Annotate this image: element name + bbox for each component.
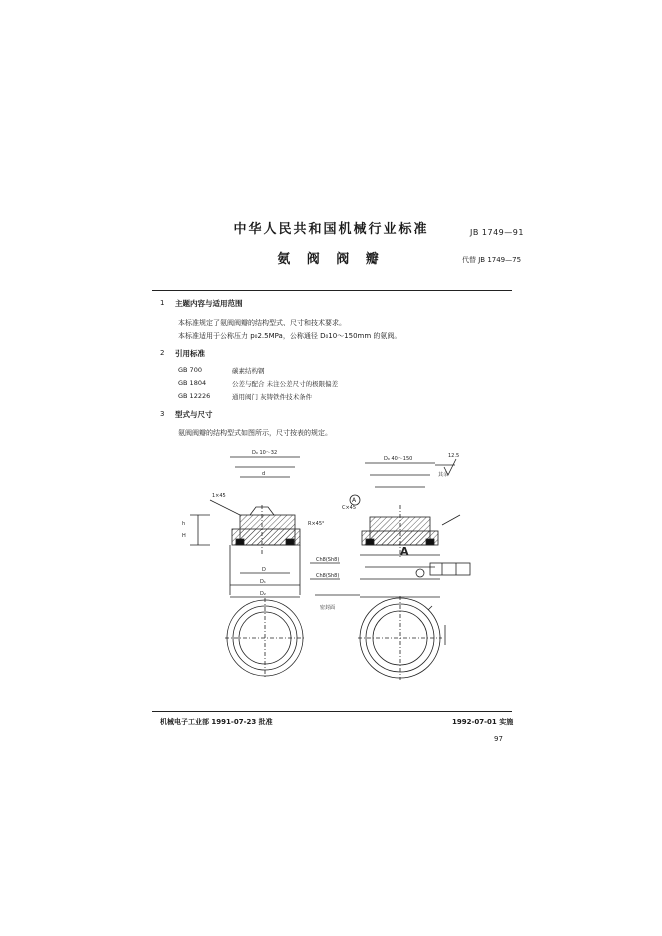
- ref-name-1: 碳素结构钢: [232, 367, 265, 375]
- section-3-number: 3: [160, 410, 165, 418]
- approval-note: 机械电子工业部 1991-07-23 批准: [160, 718, 273, 726]
- other-mark: 其余: [438, 472, 449, 478]
- ref-code-3: GB 12226: [178, 392, 211, 400]
- section-3-para-1: 氨阀阀瓣的结构型式如图所示，尺寸按表的规定。: [178, 429, 332, 437]
- right-section-view: [350, 459, 470, 597]
- standard-header-title: 中华人民共和国机械行业标准: [233, 222, 429, 237]
- label-A-circle: A: [352, 497, 357, 504]
- section-1-number: 1: [160, 299, 165, 307]
- left-bottom-view: [225, 598, 305, 678]
- left-range-label: D₀ 10～32: [252, 450, 278, 456]
- standard-code: JB 1749—91: [470, 228, 524, 237]
- right-range-label: D₀ 40～150: [384, 456, 413, 462]
- header-rule: [152, 290, 512, 291]
- seal-face-mark: 密封面: [320, 605, 336, 611]
- section-2-title: 引用标准: [175, 349, 205, 358]
- ref-name-2: 公差与配合 未注公差尺寸的极限偏差: [232, 380, 339, 388]
- callout-fit-2: Ch8(Sh8): [316, 573, 340, 579]
- section-1-para-2: 本标准适用于公称压力 p₀2.5MPa，公称通径 D₀10～150mm 的氨阀。: [178, 332, 402, 340]
- left-section-view: [190, 457, 300, 597]
- section-1-para-1: 本标准规定了氨阀阀瓣的结构型式、尺寸和技术要求。: [178, 319, 346, 327]
- effective-date: 1992-07-01 实施: [452, 718, 514, 726]
- callout-chamfer: C×45: [342, 505, 357, 511]
- label-A-view: A: [400, 545, 409, 558]
- callout-edge: 1×45: [212, 493, 226, 499]
- dim-D1: D₁: [260, 579, 266, 585]
- right-bottom-view: [358, 596, 445, 680]
- dim-D: D: [262, 567, 266, 573]
- section-1-title: 主题内容与适用范围: [175, 299, 243, 308]
- roughness-value: 12.5: [448, 453, 460, 459]
- dim-d: d: [262, 471, 266, 477]
- replaces-note: 代替 JB 1749—75: [462, 256, 522, 264]
- section-2-number: 2: [160, 349, 165, 357]
- dim-D2: D₂: [260, 591, 266, 597]
- ref-code-2: GB 1804: [178, 379, 207, 387]
- valve-disc-drawing: [170, 445, 480, 685]
- section-3-title: 型式与尺寸: [175, 410, 213, 419]
- ref-name-3: 通用阀门 灰铸铁件技术条件: [232, 393, 313, 401]
- page-number: 97: [494, 735, 503, 743]
- dim-H: H: [182, 533, 186, 539]
- ref-code-1: GB 700: [178, 366, 202, 374]
- document-title: 氨 阀 阀 瓣: [277, 252, 385, 267]
- callout-radius: R×45°: [308, 521, 325, 527]
- footer-rule: [152, 711, 512, 712]
- callout-fit-1: Ch8(Sh8): [316, 557, 340, 563]
- dim-h: h: [182, 521, 186, 527]
